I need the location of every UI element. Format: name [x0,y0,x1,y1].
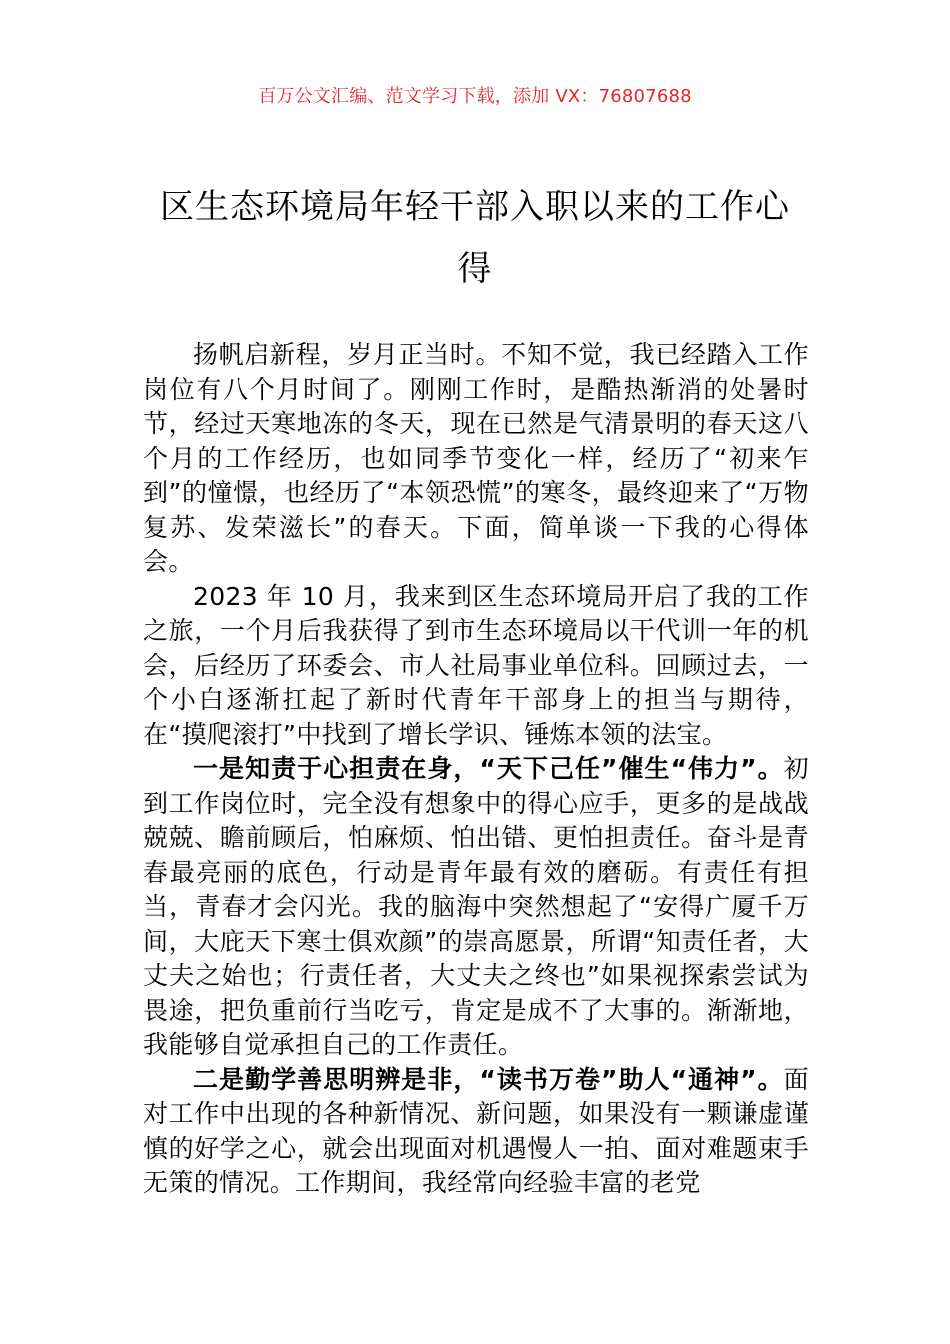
paragraph-text: 2023 年 10 月，我来到区生态环境局开启了我的工作之旅，一个月后我获得了到市生态环境局以干代训一年的机会，后经历了环委会、市人社局事业单位科。回顾过去，一个小白逐渐扛起了新时代青年干部身上的担当与期待，在“摸爬滚打”中找到了增长学识、锤炼本领的法宝。 [143,581,809,749]
header-note: 百万公文汇编、范文学习下载，添加 VX：76807688 [258,86,692,107]
document-body [143,338,809,1201]
paragraph-intro [143,338,809,580]
paragraph-lead: 二是勤学善思明辨是非，“读书万卷”助人“通神”。 [193,1064,784,1094]
paragraph-point-one [143,752,809,1063]
paragraph-background [143,580,809,753]
paragraph-lead: 一是知责于心担责在身，“天下己任”催生“伟力”。 [193,754,784,783]
paragraph-text: 扬帆启新程，岁月正当时。不知不觉，我已经踏入工作岗位有八个月时间了。刚刚工作时，是酷热渐消的处暑时节，经过天寒地冻的冬天，现在已然是气清景明的春天这八个月的工作经历，也如同季节变化一样，经历了“初来乍到”的憧憬，也经历了“本领恐慌”的寒冬，最终迎来了“万物复苏、发荣滋长”的春天。下面，简单谈一下我的心得体会。 [143,340,809,576]
paragraph-point-two [143,1063,809,1201]
document-title: 区生态环境局年轻干部入职以来的工作心得 [160,187,790,289]
paragraph-text: 初到工作岗位时，完全没有想象中的得心应手，更多的是战战兢兢、瞻前顾后，怕麻烦、怕出错、更怕担责任。奋斗是青春最亮丽的底色，行动是青年最有效的磨砺。有责任有担当，青春才会闪光。我的脑海中突然想起了“安得广厦千万间，大庇天下寒士俱欢颜”的崇高愿景，所谓“知责任者，大丈夫之始也；行责任者，大丈夫之终也”如果视探索尝试为畏途，把负重前行当吃亏，肯定是成不了大事的。渐渐地，我能够自觉承担自己的工作责任。 [143,754,809,1059]
paragraph-text: 面对工作中出现的各种新情况、新问题，如果没有一颗谦虚谨慎的好学之心，就会出现面对机遇慢人一拍、面对难题束手无策的情况。工作期间，我经常向经验丰富的老党 [143,1064,809,1197]
